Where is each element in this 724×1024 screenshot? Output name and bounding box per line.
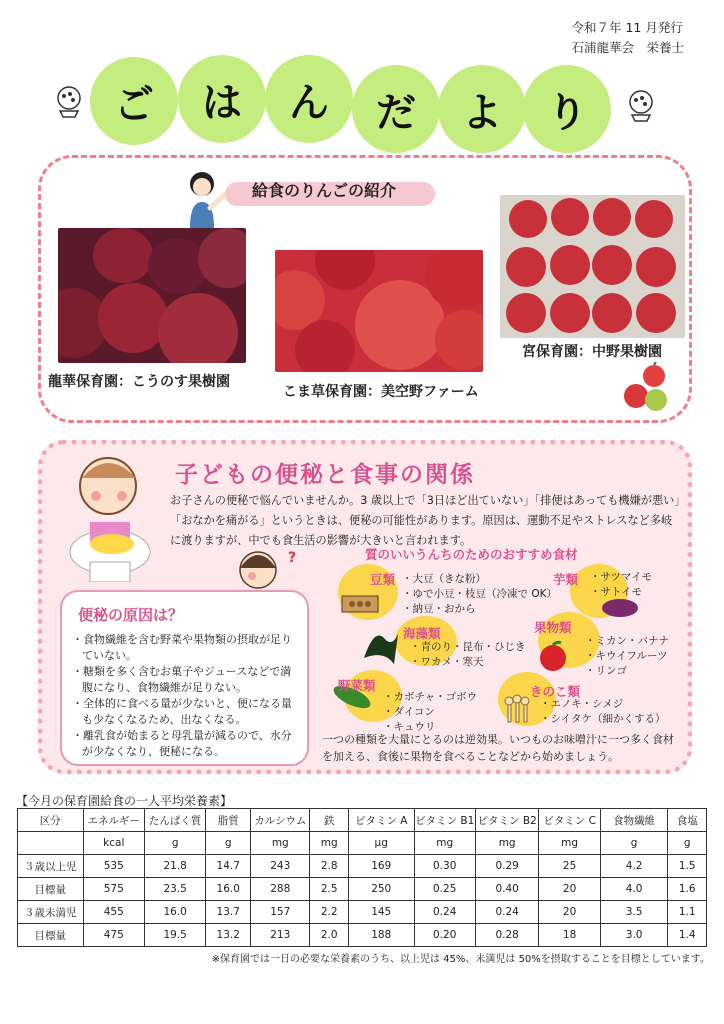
table-cell: 14.7	[206, 855, 251, 878]
causes-title: 便秘の原因は？	[78, 606, 184, 624]
table-cell: 475	[83, 924, 144, 947]
apple-icon	[536, 640, 570, 672]
vegetable-items	[383, 690, 477, 735]
table-cell: ３歳未満児	[18, 901, 84, 924]
food-item: ・カボチャ・ゴボウ	[383, 691, 478, 703]
table-row	[18, 901, 707, 924]
table-cell: ３歳以上児	[18, 855, 84, 878]
table-unit-cell: g	[206, 832, 251, 855]
table-cell: 188	[348, 924, 414, 947]
table-cell: 145	[348, 901, 414, 924]
table-cell: 575	[83, 878, 144, 901]
table-cell: 2.2	[310, 901, 349, 924]
category-mushrooms: きのこ類	[530, 684, 581, 699]
seaweed-items	[410, 640, 526, 670]
category-potatoes: 芋類	[553, 572, 579, 587]
table-cell: 243	[251, 855, 310, 878]
natto-icon	[340, 592, 380, 614]
table-cell: 455	[83, 901, 144, 924]
table-cell: 0.30	[414, 855, 475, 878]
nutrition-footnote: ※保育園では一日の必要な栄養素のうち、以上児は 45%、未満児は 50%を摂取することを目標としています。	[211, 954, 710, 965]
category-fruit: 果物類	[534, 620, 572, 635]
food-item: ・青のり・昆布・ひじき	[410, 641, 526, 653]
food-item: ・大豆（きな粉）	[402, 573, 486, 585]
table-row	[18, 924, 707, 947]
beans-items	[402, 572, 557, 617]
seaweed-icon	[360, 628, 400, 668]
table-header-cell: 食塩	[668, 809, 707, 832]
table-cell: 20	[539, 901, 600, 924]
table-cell: 1.5	[668, 855, 707, 878]
table-cell: 1.1	[668, 901, 707, 924]
rice-bowl-icon	[626, 89, 656, 123]
table-header-row	[18, 809, 707, 832]
constipation-heading: 子どもの便秘と食事の関係	[175, 462, 475, 488]
table-cell: 0.25	[414, 878, 475, 901]
apple-photo-1	[58, 228, 246, 363]
title-char-2: は	[178, 55, 266, 143]
table-cell: 13.2	[206, 924, 251, 947]
food-item: ・ワカメ・寒天	[410, 656, 484, 668]
rice-bowl-icon	[54, 85, 84, 119]
table-cell: 250	[348, 878, 414, 901]
table-cell: 18	[539, 924, 600, 947]
food-item: ・ダイコン	[383, 706, 435, 718]
table-cell: 20	[539, 878, 600, 901]
fruit-items	[585, 634, 669, 679]
svg-text:?: ?	[288, 550, 297, 566]
table-cell: 13.7	[206, 901, 251, 924]
food-item: ・サトイモ	[590, 586, 642, 598]
food-item: ・ゆで小豆・枝豆（冷凍で OK）	[402, 588, 557, 600]
food-item: ・シイタケ（細かくする）	[540, 713, 666, 725]
table-unit-cell	[18, 832, 84, 855]
title-char-5: よ	[438, 65, 526, 153]
table-unit-cell: kcal	[83, 832, 144, 855]
table-cell: 4.0	[600, 878, 668, 901]
table-cell: 0.24	[414, 901, 475, 924]
caption-komagusa: こま草保育園：美空野ファーム	[283, 384, 479, 400]
newsletter-title	[60, 55, 680, 145]
table-cell: 16.0	[144, 901, 205, 924]
table-cell: 0.20	[414, 924, 475, 947]
title-char-3: ん	[265, 55, 353, 143]
table-header-cell: たんぱく質	[144, 809, 205, 832]
table-cell: 535	[83, 855, 144, 878]
apple-photo-3	[500, 195, 685, 338]
table-header-cell: 鉄	[310, 809, 349, 832]
table-cell: 0.29	[475, 855, 538, 878]
table-header-cell: ビタミン B2	[475, 809, 538, 832]
apple-photo-2	[275, 250, 483, 372]
table-cell: 2.0	[310, 924, 349, 947]
table-cell: 1.6	[668, 878, 707, 901]
issue-meta	[571, 18, 684, 58]
food-item: ・リンゴ	[585, 665, 627, 677]
table-header-cell: ビタミン A	[348, 809, 414, 832]
table-unit-cell: mg	[475, 832, 538, 855]
title-char-4: だ	[352, 65, 440, 153]
food-item: ・エノキ・シメジ	[540, 698, 624, 710]
foods-title: 質のいいうんちのためのおすすめ食材	[365, 547, 578, 562]
table-header-cell: カルシウム	[251, 809, 310, 832]
table-cell: 157	[251, 901, 310, 924]
category-vegetables: 野菜類	[338, 678, 376, 693]
cause-item: ・糖類を多く含むお菓子やジュースなどで満腹になり、食物繊維が足りない。	[72, 665, 292, 694]
table-cell: 1.4	[668, 924, 707, 947]
issue-date: 令和７年 11 月発行	[571, 20, 683, 35]
constipation-intro: お子さんの便秘で悩んでいませんか。3 歳以上で「3日ほど出ていない」「排便はあっても機嫌が悪い」「おなかを痛がる」というときは、便秘の可能性があります。原因は、運動不足やストレスなど多岐に渡りますが、中でも食生活の影響が大きいと言われます。	[170, 494, 680, 547]
cause-item: ・全体的に食べる量が少ないと、便になる量も少なくなるため、出なくなる。	[72, 697, 292, 726]
table-cell: 25	[539, 855, 600, 878]
table-cell: 3.0	[600, 924, 668, 947]
food-item: ・キウイフルーツ	[585, 650, 668, 662]
category-beans: 豆類	[370, 572, 396, 587]
cause-item: ・離乳食が始まると母乳量が減るので、水分が少なくなり、便秘になる。	[72, 729, 292, 758]
table-cell: 目標量	[18, 878, 84, 901]
table-cell: 23.5	[144, 878, 205, 901]
table-unit-cell: mg	[251, 832, 310, 855]
table-cell: 0.24	[475, 901, 538, 924]
table-cell: 4.2	[600, 855, 668, 878]
issue-author: 石浦龍華会 栄養士	[571, 40, 684, 55]
table-unit-cell: g	[668, 832, 707, 855]
table-cell: 213	[251, 924, 310, 947]
causes-list	[72, 632, 300, 760]
food-item: ・納豆・おから	[402, 603, 476, 615]
constipation-tip: 一つの種類を大量にとるのは逆効果。いつものお味噌汁に一つ多く食材を加える、食後に果物を食べることなどから始めましょう。	[322, 733, 674, 763]
table-unit-cell: g	[144, 832, 205, 855]
table-cell: 0.40	[475, 878, 538, 901]
caption-ryuka: 龍華保育園：こうのす果樹園	[48, 374, 230, 390]
nutrition-table-title: 【今月の保育園給食の一人平均栄養素】	[16, 794, 233, 808]
table-cell: 3.5	[600, 901, 668, 924]
table-cell: 19.5	[144, 924, 205, 947]
category-seaweed: 海藻類	[403, 626, 441, 641]
table-header-cell: 区分	[18, 809, 84, 832]
child-toilet-illustration	[60, 452, 160, 582]
table-header-cell: エネルギー	[83, 809, 144, 832]
mushroom-items	[540, 697, 665, 727]
table-header-cell: ビタミン B1	[414, 809, 475, 832]
table-unit-row	[18, 832, 707, 855]
title-char-6: り	[523, 65, 611, 153]
table-unit-cell: g	[600, 832, 668, 855]
apple-section-heading: 給食のりんごの紹介	[252, 181, 397, 200]
table-cell: 169	[348, 855, 414, 878]
apples-icon	[622, 362, 672, 414]
apple-box-grid	[500, 195, 685, 338]
food-item: ・ミカン・バナナ	[585, 635, 669, 647]
table-cell: 2.8	[310, 855, 349, 878]
mushroom-icon	[500, 690, 534, 724]
title-char-1: ご	[90, 57, 178, 145]
table-cell: 16.0	[206, 878, 251, 901]
table-unit-cell: μg	[348, 832, 414, 855]
table-cell: 目標量	[18, 924, 84, 947]
food-item: ・サツマイモ	[590, 571, 653, 583]
table-header-cell: ビタミン C	[539, 809, 600, 832]
table-unit-cell: mg	[414, 832, 475, 855]
caption-miya: 宮保育園：中野果樹園	[522, 344, 662, 360]
table-unit-cell: mg	[539, 832, 600, 855]
table-cell: 21.8	[144, 855, 205, 878]
table-header-cell: 食物繊維	[600, 809, 668, 832]
food-item: ・キュウリ	[383, 721, 436, 733]
table-header-cell: 脂質	[206, 809, 251, 832]
potato-items	[590, 570, 652, 600]
table-unit-cell: mg	[310, 832, 349, 855]
table-cell: 0.28	[475, 924, 538, 947]
cause-item: ・食物繊維を含む野菜や果物類の摂取が足りていない。	[72, 633, 292, 662]
nutrition-table	[17, 808, 707, 947]
table-cell: 2.5	[310, 878, 349, 901]
table-row	[18, 855, 707, 878]
table-row	[18, 878, 707, 901]
table-cell: 288	[251, 878, 310, 901]
